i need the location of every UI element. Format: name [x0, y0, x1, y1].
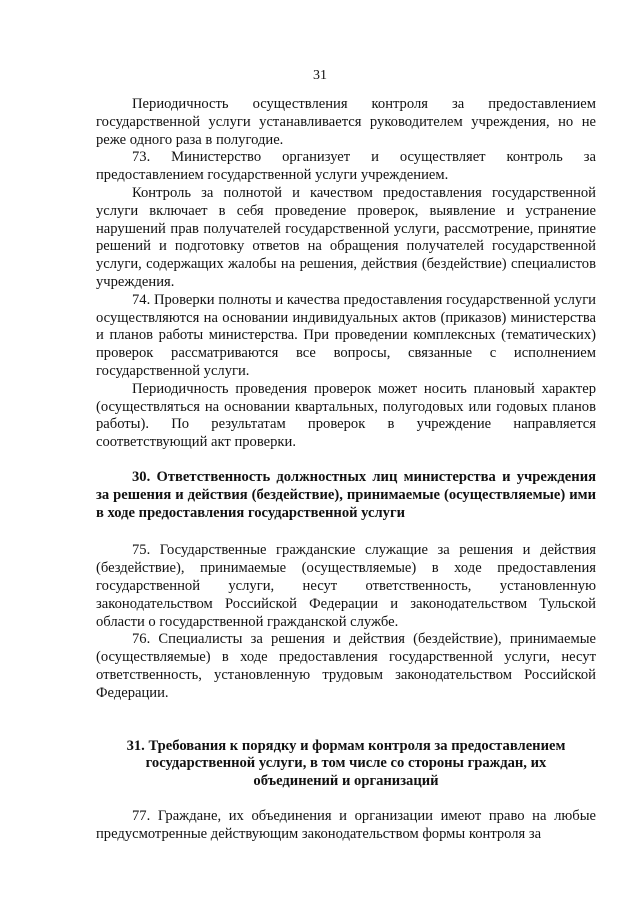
- spacer: [96, 522, 596, 542]
- paragraph-73: 73. Министерство организует и осуществляет контроль за предоставлением государственной услуги учреждением.: [96, 149, 596, 184]
- page-number: 31: [313, 68, 327, 83]
- section-heading-30: 30. Ответственность должностных лиц министерства и учреждения за решения и действия (бездействие), принимаемые (осуществляемые) ими в ходе предоставления государственной услуги: [96, 468, 596, 521]
- spacer: [96, 452, 596, 469]
- paragraph-76: 76. Специалисты за решения и действия (бездействие), принимаемые (осуществляемые) в ходе предоставления государственной услуги, несут ответственность, установленную трудовым законодательством Российской Федерации.: [96, 631, 596, 701]
- paragraph: Периодичность проведения проверок может носить плановый характер (осуществляться на основании квартальных, полугодовых или годовых планов работы). По результатам проверок в учреждение направляется соответствующий акт проверки.: [96, 380, 596, 451]
- paragraph-77: 77. Граждане, их объединения и организации имеют право на любые предусмотренные действующим законодательством формы контроля за: [96, 807, 596, 842]
- section-heading-31: 31. Требования к порядку и формам контроля за предоставлением государственной услуги, в том числе со стороны граждан, их объединений и организаций: [126, 737, 566, 790]
- paragraph: Контроль за полнотой и качеством предоставления государственной услуги включает в себя проведение проверок, выявление и устранение нарушений прав получателей государственной услуги, рассмотрение, принятие решений и подготовку ответов на обращения получателей государственной услуги, содержащих жалобы на решения, действия (бездействие) специалистов учреждения.: [96, 184, 596, 290]
- document-body: [96, 96, 596, 843]
- spacer: [96, 703, 596, 738]
- paragraph-75: 75. Государственные гражданские служащие за решения и действия (бездействие), принимаемые (осуществляемые) в ходе предоставления государственной услуги, несут ответственность, установленную законодательством Российской Федерации и законодательством Тульской области о государственной гражданской службе.: [96, 542, 596, 630]
- paragraph-74: 74. Проверки полноты и качества предоставления государственной услуги осуществляются на основании индивидуальных актов (приказов) министерства и планов работы министерства. При проведении комплексных (тематических) проверок рассматриваются все вопросы, связанные с исполнением государственной услуги.: [96, 291, 596, 379]
- spacer: [96, 791, 596, 808]
- paragraph: Периодичность осуществления контроля за предоставлением государственной услуги устанавливается руководителем учреждения, но не реже одного раза в полугодие.: [96, 96, 596, 148]
